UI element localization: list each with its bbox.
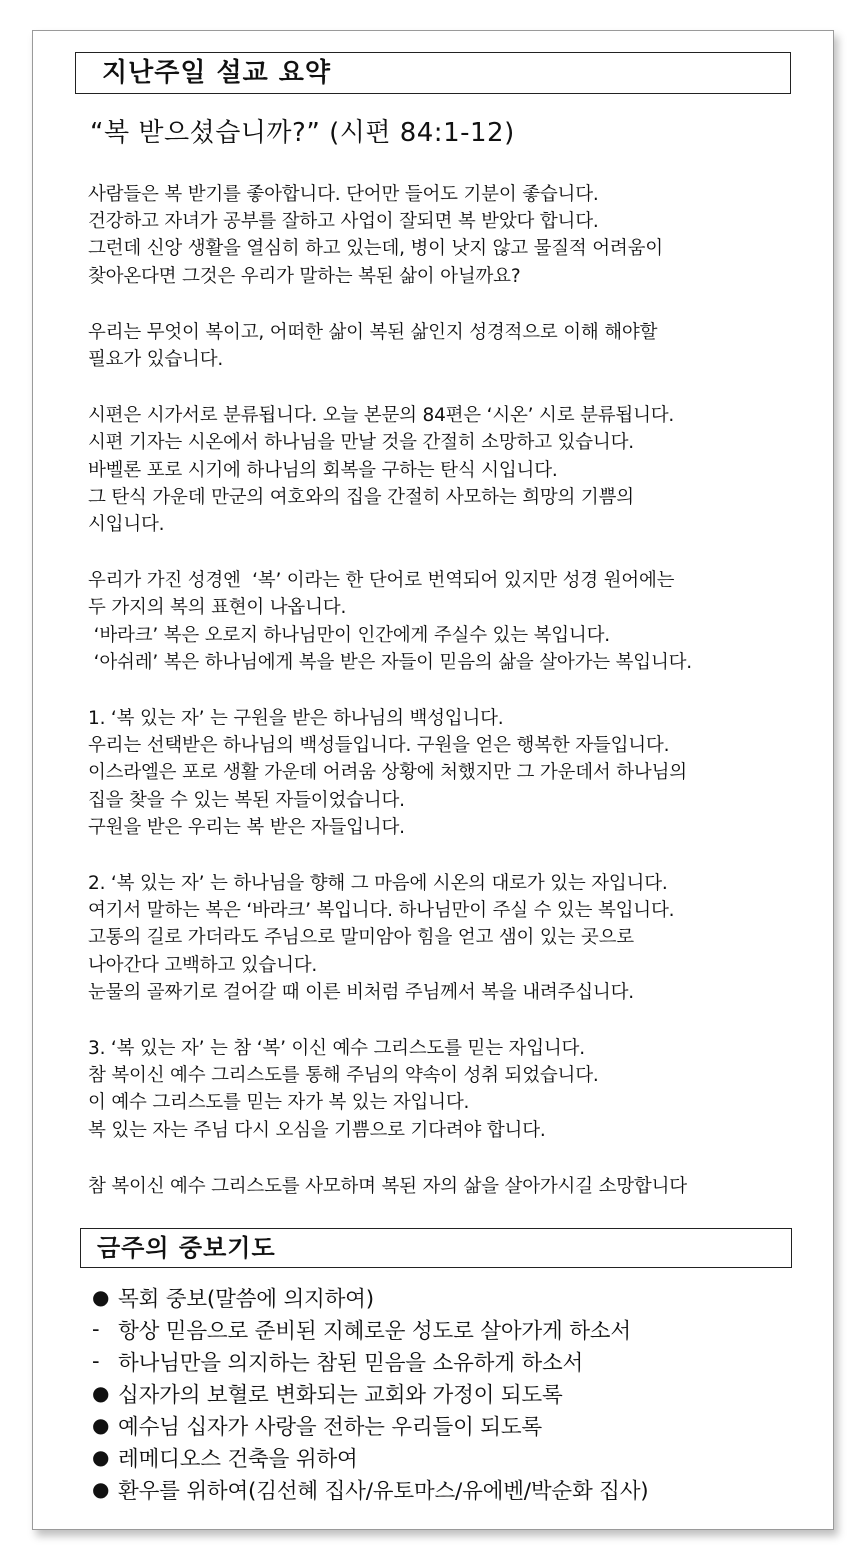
sermon-line: 이스라엘은 포로 생활 가운데 어려움 상황에 처했지만 그 가운데서 하나님의 — [88, 762, 687, 784]
sermon-line: 집을 찾을 수 있는 복된 자들이었습니다. — [88, 789, 405, 811]
sermon-line: 우리는 무엇이 복이고, 어떠한 삶이 복된 삶인지 성경적으로 이해 해야할 — [88, 321, 658, 343]
sermon-line: 나아간다 고백하고 있습니다. — [88, 954, 318, 976]
sermon-line: 필요가 있습니다. — [88, 349, 224, 371]
prayer-item — [92, 1345, 792, 1377]
sermon-line: 복 있는 자는 주님 다시 오심을 기쁨으로 기다려야 합니다. — [88, 1119, 546, 1141]
sermon-paragraph — [88, 705, 788, 841]
sermon-line: 2. ‘복 있는 자’ 는 하나님을 향해 그 마음에 시온의 대로가 있는 자입니다. — [88, 873, 668, 895]
sermon-line: 바벨론 포로 시기에 하나님의 회복을 구하는 탄식 시입니다. — [88, 459, 558, 481]
sermon-summary-header: 지난주일 설교 요약 — [75, 52, 791, 94]
sermon-line: ‘아쉬레’ 복은 하나님에게 복을 받은 자들이 믿음의 삶을 살아가는 복입니다. — [88, 651, 692, 673]
sermon-paragraph — [88, 870, 788, 1006]
sermon-line: 사람들은 복 받기를 좋아합니다. 단어만 들어도 기분이 좋습니다. — [88, 184, 599, 205]
intercessory-prayer-header: 금주의 중보기도 — [80, 1228, 792, 1268]
sermon-title: “복 받으셨습니까?” (시편 84:1-12) — [90, 118, 515, 148]
bullet-icon: ● — [92, 1381, 110, 1405]
sermon-line: 그 탄식 가운데 만군의 여호와의 집을 간절히 사모하는 희망의 기쁨의 — [88, 486, 634, 508]
prayer-list — [92, 1281, 792, 1505]
sermon-line: 3. ‘복 있는 자’ 는 참 ‘복’ 이신 예수 그리스도를 믿는 자입니다. — [88, 1038, 585, 1060]
sermon-paragraph — [88, 402, 788, 538]
sermon-paragraph — [88, 567, 788, 676]
bullet-icon: ● — [92, 1477, 110, 1501]
sermon-line: 참 복이신 예수 그리스도를 사모하며 복된 자의 삶을 살아가시길 소망합니다 — [88, 1175, 687, 1197]
sermon-line: 우리가 가진 성경엔 ‘복’ 이라는 한 단어로 번역되어 있지만 성경 원어에는 — [88, 570, 675, 592]
prayer-item-text: 하나님만을 의지하는 참된 믿음을 소유하게 하소서 — [118, 1350, 584, 1376]
sermon-line: 이 예수 그리스도를 믿는 자가 복 있는 자입니다. — [88, 1092, 470, 1114]
sermon-line: 시편 기자는 시온에서 하나님을 만날 것을 간절히 소망하고 있습니다. — [88, 432, 634, 454]
sermon-line: 1. ‘복 있는 자’ 는 구원을 받은 하나님의 백성입니다. — [88, 708, 504, 730]
sermon-line: 그런데 신앙 생활을 열심히 하고 있는데, 병이 낫지 않고 물질적 어려움이 — [88, 238, 663, 260]
prayer-item-text: 십자가의 보혈로 변화되는 교회와 가정이 되도록 — [118, 1382, 563, 1408]
sermon-line: 시입니다. — [88, 514, 165, 536]
prayer-item — [92, 1409, 792, 1441]
prayer-item-text: 레메디오스 건축을 위하여 — [118, 1446, 358, 1472]
sermon-line: 눈물의 골짜기로 걸어갈 때 이른 비처럼 주님께서 복을 내려주십니다. — [88, 981, 634, 1003]
sermon-line: ‘바라크’ 복은 오로지 하나님만이 인간에게 주실수 있는 복입니다. — [88, 624, 610, 646]
dash-marker: - — [92, 1349, 100, 1373]
prayer-item-text: 예수님 십자가 사랑을 전하는 우리들이 되도록 — [118, 1414, 542, 1440]
prayer-item — [92, 1377, 792, 1409]
sermon-paragraph — [88, 181, 788, 290]
bullet-icon: ● — [92, 1445, 110, 1469]
sermon-line: 여기서 말하는 복은 ‘바라크’ 복입니다. 하나님만이 주실 수 있는 복입니다. — [88, 900, 675, 922]
prayer-item — [92, 1441, 792, 1473]
sermon-paragraph — [88, 1035, 788, 1144]
prayer-item — [92, 1281, 792, 1313]
sermon-line: 찾아온다면 그것은 우리가 말하는 복된 삶이 아닐까요? — [88, 265, 521, 287]
sermon-line: 참 복이신 예수 그리스도를 통해 주님의 약속이 성취 되었습니다. — [88, 1065, 599, 1087]
sermon-line: 구원을 받은 우리는 복 받은 자들입니다. — [88, 816, 405, 838]
prayer-item — [92, 1473, 792, 1505]
prayer-item-text: 항상 믿음으로 준비된 지혜로운 성도로 살아가게 하소서 — [118, 1318, 631, 1344]
sermon-paragraph — [88, 319, 788, 373]
sermon-line: 두 가지의 복의 표현이 나옵니다. — [88, 597, 347, 619]
prayer-item-text: 목회 중보(말씀에 의지하여) — [118, 1286, 374, 1312]
sermon-body — [88, 181, 788, 1229]
bullet-icon: ● — [92, 1413, 110, 1437]
prayer-item-text: 환우를 위하여(김선혜 집사/유토마스/유에벤/박순화 집사) — [118, 1478, 649, 1504]
sermon-line: 시편은 시가서로 분류됩니다. 오늘 본문의 84편은 ‘시온’ 시로 분류됩니다. — [88, 405, 675, 427]
sermon-line: 우리는 선택받은 하나님의 백성들입니다. 구원을 얻은 행복한 자들입니다. — [88, 735, 670, 757]
prayer-item — [92, 1313, 792, 1345]
sermon-line: 고통의 길로 가더라도 주님으로 말미암아 힘을 얻고 샘이 있는 곳으로 — [88, 927, 634, 949]
sermon-paragraph — [88, 1173, 788, 1200]
sermon-line: 건강하고 자녀가 공부를 잘하고 사업이 잘되면 복 받았다 합니다. — [88, 211, 599, 233]
bullet-icon: ● — [92, 1285, 110, 1309]
dash-marker: - — [92, 1317, 100, 1341]
